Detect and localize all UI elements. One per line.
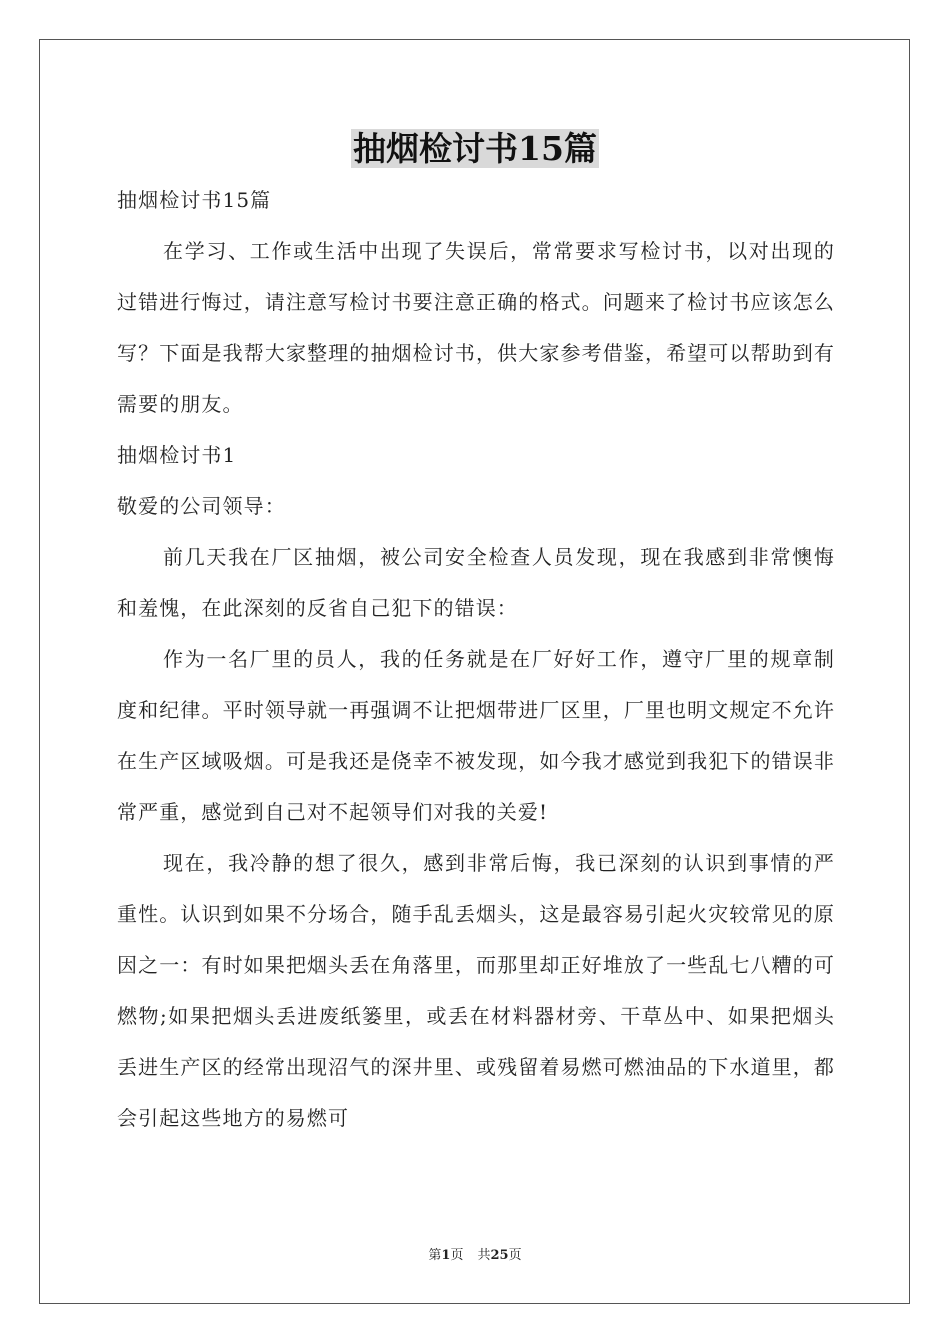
- page-footer: [0, 1244, 950, 1263]
- paragraph: 敬爱的公司领导：: [117, 494, 286, 518]
- page-number: 1: [441, 1248, 451, 1263]
- total-pages: 25: [490, 1248, 509, 1263]
- paragraph: 前几天我在厂区抽烟，被公司安全检查人员发现，现在我感到非常懊悔和羞愧，在此深刻的反省自己犯下的错误：: [117, 545, 835, 620]
- paragraph: 作为一名厂里的员人，我的任务就是在厂好好工作，遵守厂里的规章制度和纪律。平时领导就一再强调不让把烟带进厂区里，厂里也明文规定不允许在生产区域吸烟。可是我还是侥幸不被发现，如今我才感觉到我犯下的错误非常严重，感觉到自己对不起领导们对我的关爱!: [117, 647, 835, 824]
- page-suffix: 页: [450, 1248, 464, 1263]
- total-suffix: 页: [508, 1248, 522, 1263]
- total-prefix: 共: [477, 1248, 491, 1263]
- paragraph: 抽烟检讨书1: [117, 443, 237, 467]
- document-body: [117, 175, 835, 1144]
- page-prefix: 第: [428, 1248, 442, 1263]
- document-title: [0, 124, 950, 174]
- document-title-text: 抽烟检讨书15篇: [353, 129, 597, 168]
- paragraph: 抽烟检讨书15篇: [117, 188, 272, 212]
- paragraph: 在学习、工作或生活中出现了失误后，常常要求写检讨书，以对出现的过错进行悔过，请注意写检讨书要注意正确的格式。问题来了检讨书应该怎么写？下面是我帮大家整理的抽烟检讨书，供大家参考借鉴，希望可以帮助到有需要的朋友。: [117, 239, 835, 416]
- paragraph: 现在，我冷静的想了很久，感到非常后悔，我已深刻的认识到事情的严重性。认识到如果不分场合，随手乱丢烟头，这是最容易引起火灾较常见的原因之一：有时如果把烟头丢在角落里，而那里却正好堆放了一些乱七八糟的可燃物;如果把烟头丢进废纸篓里，或丢在材料器材旁、干草丛中、如果把烟头丢进生产区的经常出现沼气的深井里、或残留着易燃可燃油品的下水道里，都会引起这些地方的易燃可: [117, 851, 835, 1130]
